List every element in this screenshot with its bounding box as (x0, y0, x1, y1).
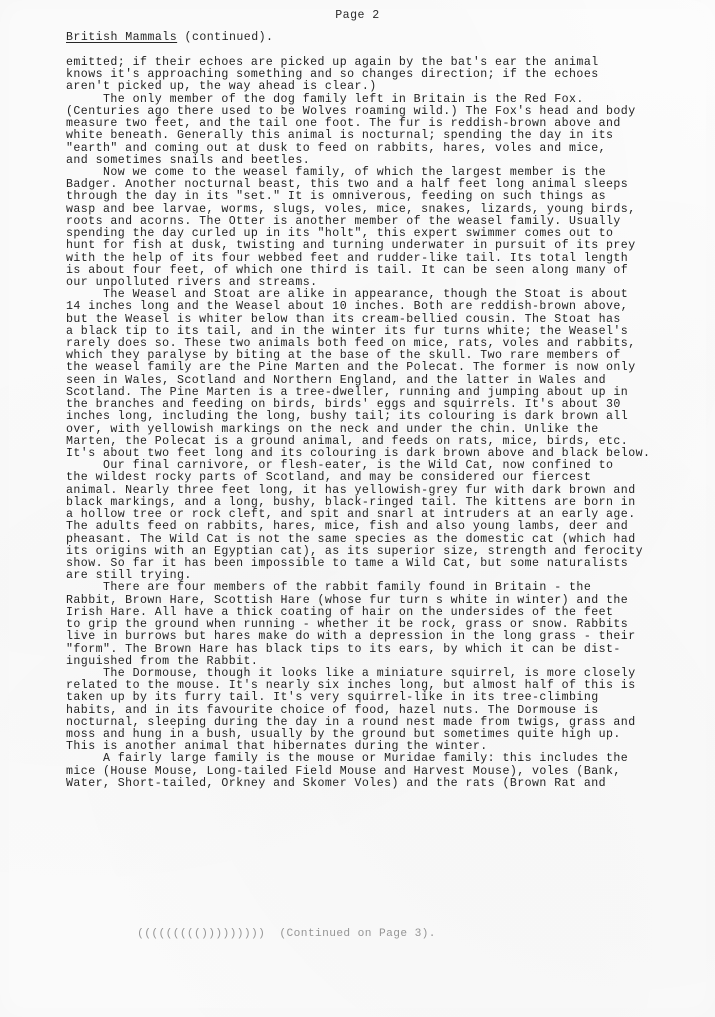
body-line: seen in Wales, Scotland and Northern England, and the latter in Wales and (66, 373, 607, 387)
body-line: pheasant. The Wild Cat is not the same species as the domestic cat (which had (66, 532, 636, 546)
body-line: animal. Nearly three feet long, it has yellowish-grey fur with dark brown and (66, 483, 636, 497)
body-line: "earth" and coming out at dusk to feed on rabbits, hares, voles and mice, (66, 141, 607, 155)
body-line: which they paralyse by biting at the base of the skull. Two rare members of (66, 349, 621, 363)
document-body (66, 57, 666, 790)
body-line: and sometimes snails and beetles. (66, 153, 311, 167)
body-line: 14 inches long and the Weasel about 10 inches. Both are reddish-brown above, (66, 300, 629, 314)
body-line: mice (House Mouse, Long-tailed Field Mouse and Harvest Mouse), voles (Bank, (66, 764, 621, 778)
body-line: nocturnal, sleeping during the day in a round nest made from twigs, grass and (66, 715, 636, 729)
document-title: British Mammals (66, 31, 178, 44)
body-line: our unpolluted rivers and streams. (66, 275, 318, 289)
body-line: knows it's approaching something and so changes direction; if the echoes (66, 68, 599, 82)
body-line: wasp and bee larvae, worms, slugs, voles, mice, snakes, lizards, young birds, (66, 202, 636, 216)
body-line: A fairly large family is the mouse or Muridae family: this includes the (66, 752, 629, 766)
body-line: related to the mouse. It's nearly six inches long, but almost half of this is (66, 679, 636, 693)
body-line: Badger. Another nocturnal beast, this two and a half feet long animal sleeps (66, 178, 629, 192)
footer-smudged-line: ((((((((())))))))) (Continued on Page 3). (66, 928, 436, 940)
body-line: There are four members of the rabbit family found in Britain - the (66, 581, 592, 595)
body-line: emitted; if their echoes are picked up again by the bat's ear the animal (66, 56, 599, 69)
body-line: This is another animal that hibernates during the winter. (66, 740, 488, 754)
body-line: black markings, and a long, bushy, black-ringed tail. The kittens are born in (66, 495, 636, 509)
body-line: to grip the ground when running - whether it be rock, grass or snow. Rabbits (66, 618, 629, 632)
body-line: its origins with an Egyptian cat), as its superior size, strength and ferocity (66, 544, 643, 558)
body-line: spending the day curled up in its "holt", this expert swimmer comes out to (66, 227, 614, 241)
document-heading-suffix: (continued). (177, 31, 274, 44)
body-line: Water, Short-tailed, Orkney and Skomer Voles) and the rats (Brown Rat and (66, 776, 607, 790)
body-line: taken up by its furry tail. It's very squirrel-like in its tree-climbing (66, 691, 599, 705)
body-line: Irish Hare. All have a thick coating of hair on the undersides of the feet (66, 605, 614, 619)
body-line: roots and acorns. The Otter is another member of the weasel family. Usually (66, 214, 621, 228)
body-line: Scotland. The Pine Marten is a tree-dweller, running and jumping about up in (66, 385, 629, 399)
body-line: white beneath. Generally this animal is nocturnal; spending the day in its (66, 129, 614, 143)
body-line: the wildest rocky parts of Scotland, and may be considered our fiercest (66, 471, 592, 485)
body-line: are still trying. (66, 569, 192, 583)
body-line: moss and hung in a bush, usually by the ground but sometimes quite high up. (66, 728, 621, 742)
body-line: It's about two feet long and its colouring is dark brown above and black below. (66, 447, 651, 460)
body-line: The only member of the dog family left in Britain is the Red Fox. (66, 92, 584, 106)
body-line: "form". The Brown Hare has black tips to its ears, by which it can be dist- (66, 642, 621, 656)
body-line: The Weasel and Stoat are alike in appearance, though the Stoat is about (66, 288, 629, 302)
body-line: rarely does so. These two animals both feed on mice, rats, voles and rabbits, (66, 337, 636, 351)
body-line: hunt for fish at dusk, twisting and turning underwater in pursuit of its prey (66, 239, 636, 253)
body-line: is about four feet, of which one third is tail. It can be seen along many of (66, 263, 629, 277)
body-line: but the Weasel is whiter below than its cream-bellied cousin. The Stoat has (66, 312, 621, 326)
body-line: Marten, the Polecat is a ground animal, and feeds on rats, mice, birds, etc. (66, 434, 629, 448)
body-line: Rabbit, Brown Hare, Scottish Hare (whose fur turn s white in winter) and the (66, 593, 629, 607)
body-line: show. So far it has been impossible to tame a Wild Cat, but some naturalists (66, 556, 629, 570)
document-heading (66, 31, 273, 44)
body-line: habits, and in its favourite choice of food, hazel nuts. The Dormouse is (66, 703, 599, 717)
body-line: (Centuries ago there used to be Wolves roaming wild.) The Fox's head and body (66, 104, 636, 118)
body-line: measure two feet, and the tail one foot. The fur is reddish-brown above and (66, 117, 621, 131)
body-line: through the day in its "set." It is omniverous, feeding on such things as (66, 190, 607, 204)
body-line: The Dormouse, though it looks like a miniature squirrel, is more closely (66, 666, 636, 680)
body-line: the weasel family are the Pine Marten and the Polecat. The former is now only (66, 361, 636, 375)
body-line: inguished from the Rabbit. (66, 654, 259, 668)
body-line: over, with yellowish markings on the neck and under the chin. Unlike the (66, 422, 599, 436)
body-line: aren't picked up, the way ahead is clear.) (66, 80, 377, 94)
body-line: the branches and feeding on birds, birds' eggs and squirrels. It's about 30 (66, 398, 621, 412)
body-line: a hollow tree or rock cleft, and spit and snarl at intruders at an early age. (66, 508, 636, 522)
body-line: inches long, including the long, bushy tail; its colouring is dark brown all (66, 410, 629, 424)
body-line: The adults feed on rabbits, hares, mice, fish and also young lambs, deer and (66, 520, 629, 534)
page-number: Page 2 (335, 9, 380, 22)
body-line: Now we come to the weasel family, of which the largest member is the (66, 165, 607, 179)
body-line: a black tip to its tail, and in the winter its fur turns white; the Weasel's (66, 324, 629, 338)
body-line: Our final carnivore, or flesh-eater, is the Wild Cat, now confined to (66, 459, 614, 473)
body-line: live in burrows but hares make do with a depression in the long grass - their (66, 630, 636, 644)
body-line: with the help of its four webbed feet and rudder-like tail. Its total length (66, 251, 629, 265)
